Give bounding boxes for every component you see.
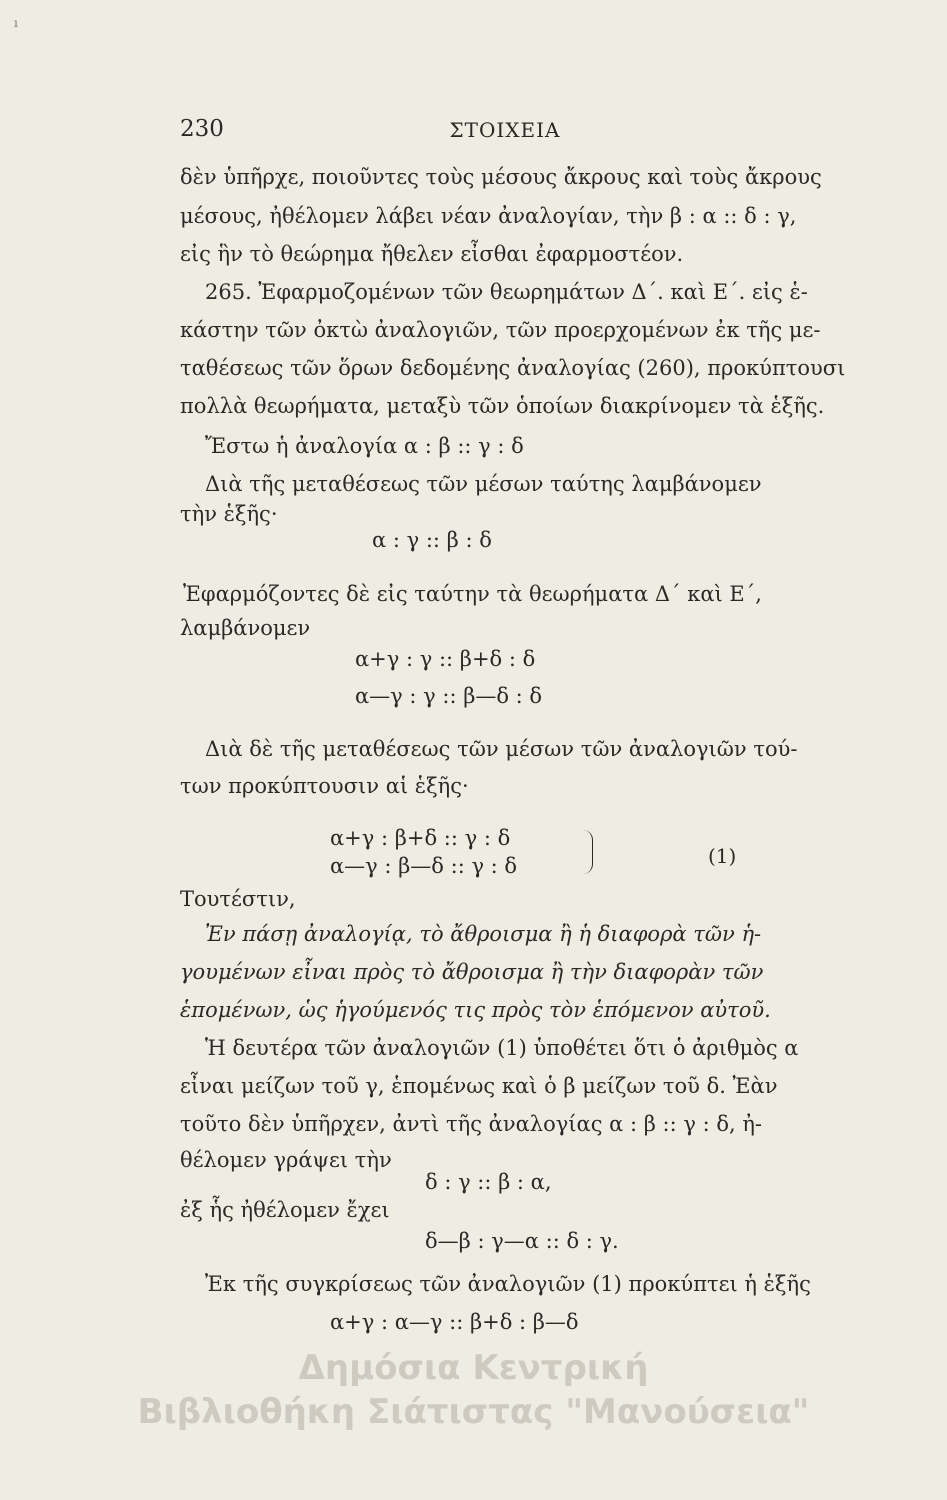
text-line: λαμβάνομεν	[180, 616, 311, 640]
equation-label: (1)	[708, 844, 737, 868]
equation: α—γ : β—δ :: γ : δ	[330, 854, 518, 878]
equation: δ : γ :: β : α,	[425, 1170, 552, 1194]
equation: δ—β : γ—α :: δ : γ.	[425, 1229, 619, 1253]
edge-mark: ı	[14, 16, 18, 30]
text-line: Ἐκ τῆς συγκρίσεως τῶν ἀναλογιῶν (1) προκύπτει ἡ ἑξῆς	[205, 1272, 811, 1296]
text-line: θέλομεν γράψει τὴν	[180, 1148, 392, 1172]
library-watermark-line2: Βιβλιοθήκη Σιάτιστας "Μανούσεια"	[137, 1392, 810, 1432]
text-line: πολλὰ θεωρήματα, μεταξὺ τῶν ὁποίων διακρίνομεν τὰ ἑξῆς.	[180, 394, 825, 418]
right-brace	[583, 830, 593, 874]
equation: α+γ : β+δ :: γ : δ	[330, 826, 511, 850]
theorem-text: γουμένων εἶναι πρὸς τὸ ἄθροισμα ἢ τὴν διαφορὰν τῶν	[180, 960, 764, 984]
text-line: δὲν ὑπῆρχε, ποιοῦντες τοὺς μέσους ἄκρους καὶ τοὺς ἄκρους	[180, 165, 822, 189]
text-line: ἐξ ἧς ἠθέλομεν ἔχει	[180, 1198, 390, 1222]
text-line: Διὰ τῆς μεταθέσεως τῶν μέσων ταύτης λαμβάνομεν	[205, 472, 762, 496]
equation: α+γ : γ :: β+δ : δ	[355, 647, 536, 671]
running-head: ΣΤΟΙΧΕΙΑ	[449, 118, 561, 142]
text-line: Τουτέστιν,	[180, 887, 296, 911]
text-line: εἶναι μείζων τοῦ γ, ἑπομένως καὶ ὁ β μείζων τοῦ δ. Ἐὰν	[180, 1074, 778, 1098]
theorem-text: ἑπομένων, ὡς ἡγούμενός τις πρὸς τὸν ἑπόμενον αὐτοῦ.	[180, 998, 771, 1022]
text-line: Ἔστω ἡ ἀναλογία α : β :: γ : δ	[205, 434, 524, 458]
text-line: των προκύπτουσιν αἱ ἑξῆς·	[180, 774, 469, 798]
equation: α : γ :: β : δ	[372, 528, 492, 552]
page-number: 230	[180, 116, 224, 142]
equation: α—γ : γ :: β—δ : δ	[355, 684, 543, 708]
text-line: μέσους, ἠθέλομεν λάβει νέαν ἀναλογίαν, τὴν β : α :: δ : γ,	[180, 204, 797, 228]
text-line: ταθέσεως τῶν ὅρων δεδομένης ἀναλογίας (260), προκύπτουσι	[180, 356, 846, 380]
library-watermark-line1: Δημόσια Κεντρική	[298, 1348, 649, 1388]
equation: α+γ : α—γ :: β+δ : β—δ	[330, 1310, 579, 1334]
text-line: εἰς ἣν τὸ θεώρημα ἤθελεν εἶσθαι ἐφαρμοστέον.	[180, 242, 684, 266]
text-line: Ἡ δευτέρα τῶν ἀναλογιῶν (1) ὑποθέτει ὅτι ὁ ἀριθμὸς α	[205, 1036, 799, 1060]
text-line: Διὰ δὲ τῆς μεταθέσεως τῶν μέσων τῶν ἀναλογιῶν τού-	[205, 737, 798, 761]
text-line: Ἐφαρμόζοντες δὲ εἰς ταύτην τὰ θεωρήματα Δ΄ καὶ Ε΄,	[183, 582, 762, 606]
text-line: τὴν ἑξῆς·	[180, 502, 278, 526]
page-header	[180, 116, 830, 146]
text-line: κάστην τῶν ὀκτὼ ἀναλογιῶν, τῶν προερχομένων ἐκ τῆς με-	[180, 318, 821, 342]
text-line: τοῦτο δὲν ὑπῆρχεν, ἀντὶ τῆς ἀναλογίας α : β :: γ : δ, ἠ-	[180, 1112, 763, 1136]
section-265-start: 265. Ἐφαρμοζομένων τῶν θεωρημάτων Δ΄. καὶ Ε΄. εἰς ἑ-	[205, 280, 808, 304]
theorem-text: Ἐν πάσῃ ἀναλογίᾳ, τὸ ἄθροισμα ἢ ἡ διαφορὰ τῶν ἡ-	[205, 922, 762, 946]
